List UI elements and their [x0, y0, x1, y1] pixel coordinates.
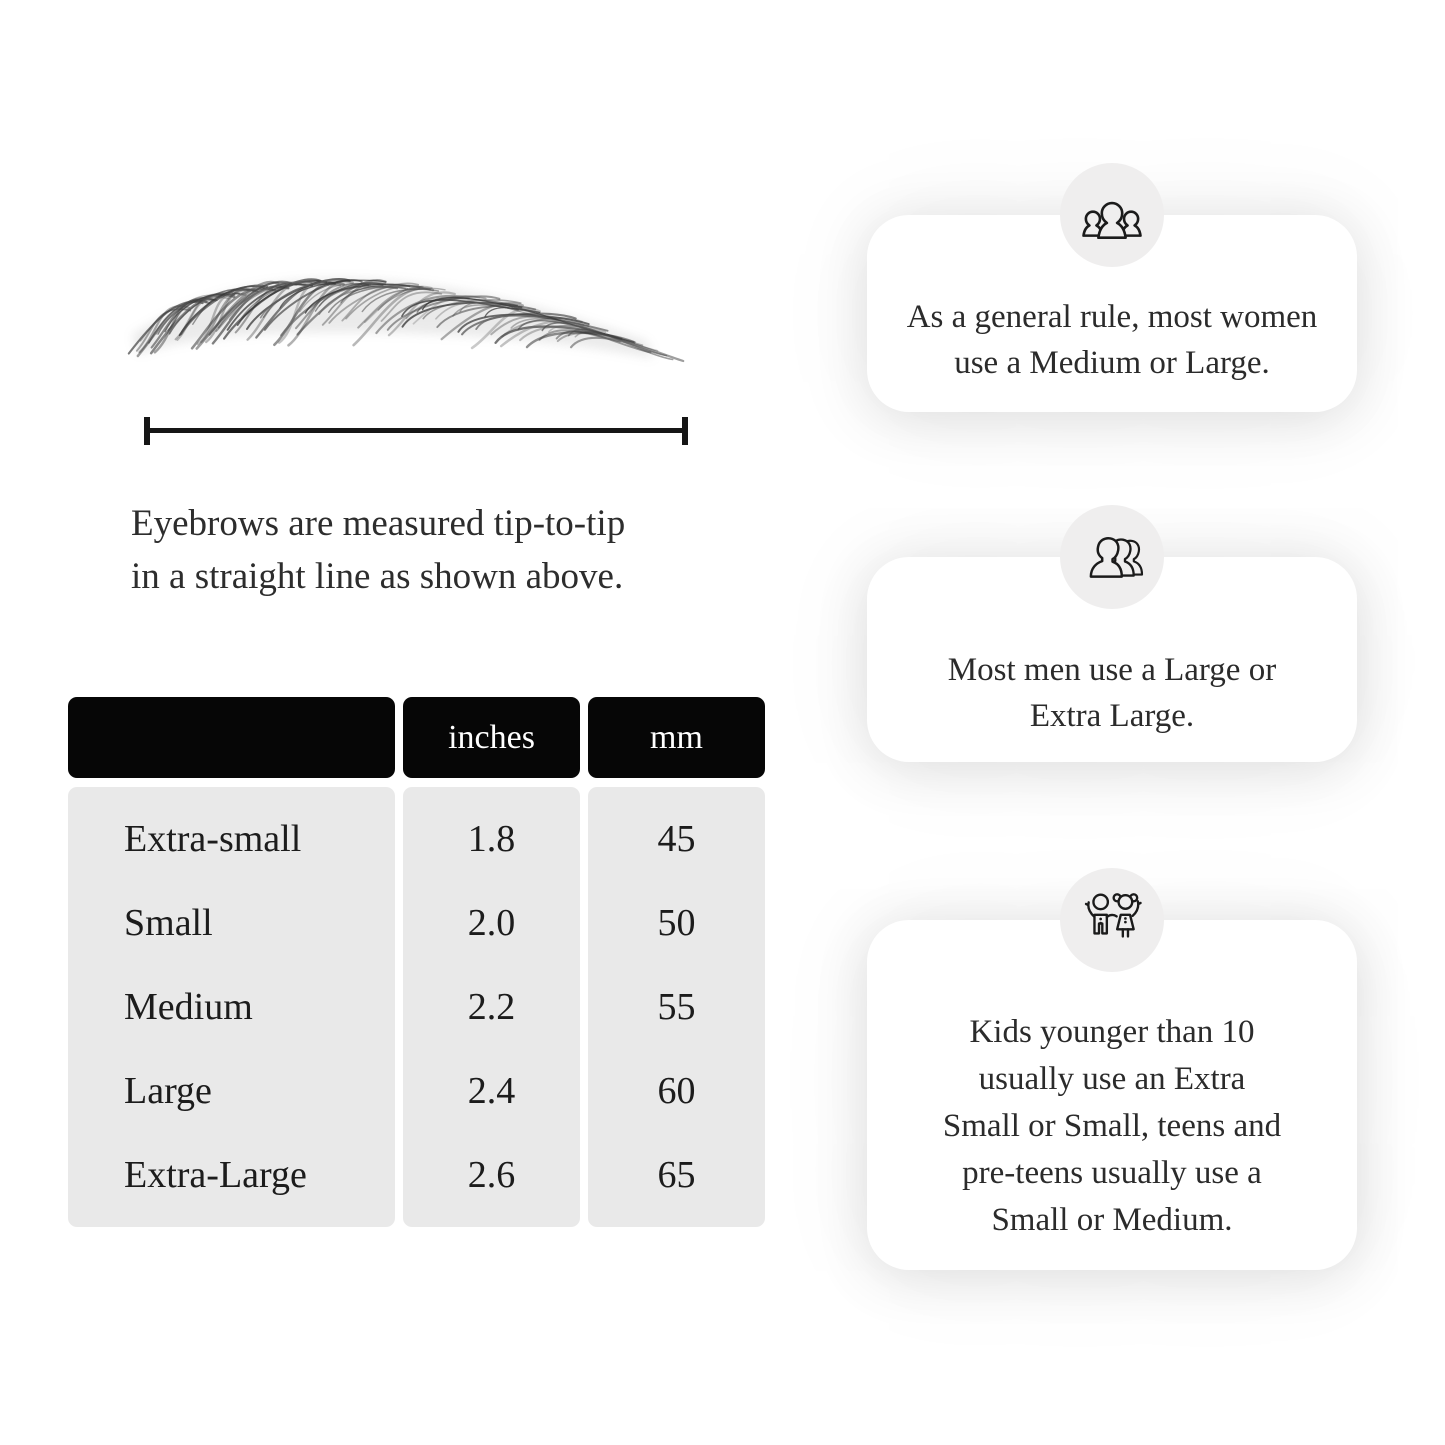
card-text-line: pre-teens usually use a	[962, 1155, 1262, 1191]
info-card-men	[867, 557, 1357, 762]
card-text-line: Kids younger than 10	[969, 1014, 1255, 1050]
card-text-line: Extra Large.	[1029, 698, 1195, 734]
table-header-inches: inches	[403, 697, 580, 778]
inches-value: 1.8	[467, 818, 516, 860]
caption-line-2: in a straight line as shown above.	[131, 556, 624, 597]
card-icon-badge	[1060, 163, 1164, 267]
caption-line-1: Eyebrows are measured tip-to-tip	[131, 503, 626, 544]
table-column-sizes	[68, 787, 395, 1227]
card-text	[867, 1009, 1357, 1244]
table-header-mm: mm	[588, 697, 765, 778]
card-text	[867, 647, 1357, 739]
inches-value: 2.2	[467, 986, 516, 1028]
women-group-icon	[1079, 190, 1145, 240]
measurement-line-bar	[146, 428, 684, 433]
measurement-caption	[131, 497, 625, 603]
info-card-kids	[867, 920, 1357, 1270]
card-text-line: Most men use a Large or	[947, 652, 1277, 688]
kids-icon	[1079, 891, 1145, 949]
size-label: Small	[124, 902, 213, 944]
size-table	[68, 697, 765, 1227]
card-text-line: use a Medium or Large.	[954, 345, 1270, 381]
measurement-line-right-cap	[682, 417, 688, 445]
card-text	[867, 294, 1357, 386]
inches-value: 2.0	[467, 902, 516, 944]
card-text-line: As a general rule, most women	[906, 299, 1318, 335]
card-text-line: usually use an Extra	[978, 1061, 1246, 1097]
size-label: Extra-small	[124, 818, 302, 860]
card-text-line: Small or Small, teens and	[942, 1108, 1282, 1144]
mm-value: 55	[657, 986, 696, 1028]
mm-value: 45	[657, 818, 696, 860]
mm-value: 60	[657, 1070, 696, 1112]
size-label: Medium	[124, 986, 253, 1028]
info-card-women	[867, 215, 1357, 412]
eyebrow-illustration	[118, 242, 698, 422]
card-icon-badge	[1060, 868, 1164, 972]
card-text-line: Small or Medium.	[991, 1202, 1233, 1238]
mm-value: 65	[657, 1154, 696, 1196]
size-label: Large	[124, 1070, 212, 1112]
table-column-inches	[403, 787, 580, 1227]
men-group-icon	[1079, 532, 1145, 582]
inches-value: 2.6	[467, 1154, 516, 1196]
mm-value: 50	[657, 902, 696, 944]
table-header-blank	[68, 697, 395, 778]
card-icon-badge	[1060, 505, 1164, 609]
inches-value: 2.4	[467, 1070, 516, 1112]
table-column-mm	[588, 787, 765, 1227]
size-label: Extra-Large	[124, 1154, 307, 1196]
